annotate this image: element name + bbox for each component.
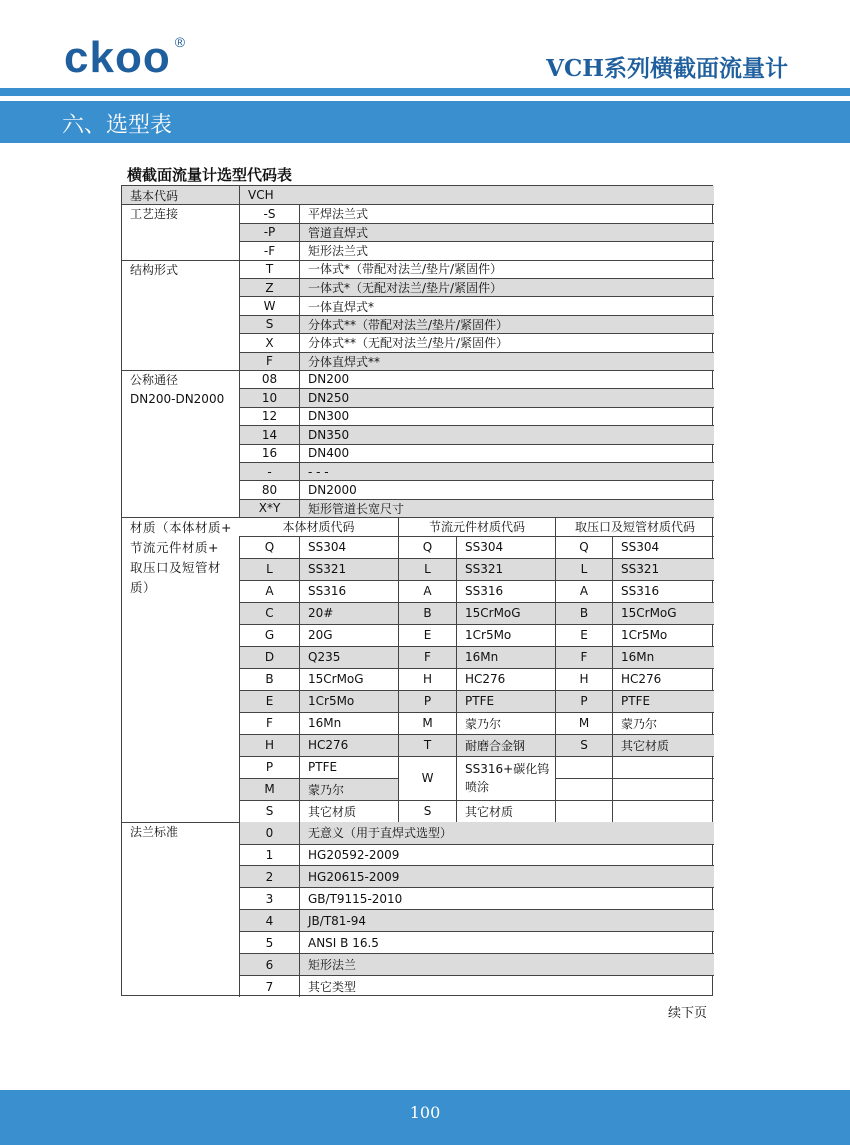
body-material-desc: Q235 <box>299 646 398 668</box>
tap-material-desc <box>612 778 714 800</box>
flange-code: 3 <box>239 887 299 909</box>
flange-code: 2 <box>239 865 299 887</box>
material-label-line: 质） <box>130 580 157 596</box>
element-material-desc: PTFE <box>456 690 555 712</box>
element-material-code: Q <box>398 536 456 558</box>
body-material-desc: HC276 <box>299 734 398 756</box>
material-header-body: 本体材质代码 <box>282 519 355 534</box>
body-material-code: Q <box>239 536 299 558</box>
element-material-desc: HC276 <box>456 668 555 690</box>
element-material-desc: SS316 <box>456 580 555 602</box>
tap-material-code: L <box>555 558 612 580</box>
flange-standard-label <box>122 822 239 997</box>
option-code: -P <box>239 223 299 241</box>
option-code: 12 <box>239 407 299 425</box>
element-material-code: P <box>398 690 456 712</box>
body-material-code: A <box>239 580 299 602</box>
option-code: F <box>239 352 299 370</box>
element-material-code: A <box>398 580 456 602</box>
body-material-desc: SS316 <box>299 580 398 602</box>
header-divider <box>0 88 850 96</box>
option-code: X*Y <box>239 499 299 517</box>
element-material-desc: SS316+碳化钨喷涂 <box>456 756 555 800</box>
flange-desc: 其它类型 <box>299 975 714 997</box>
flange-code: 5 <box>239 931 299 953</box>
material-label <box>122 517 239 821</box>
body-material-code: D <box>239 646 299 668</box>
tap-material-code: P <box>555 690 612 712</box>
option-desc: 一体式*（带配对法兰/垫片/紧固件） <box>299 260 714 278</box>
tap-material-code: S <box>555 734 612 756</box>
flange-desc: JB/T81-94 <box>299 909 714 931</box>
flange-desc: 无意义（用于直焊式选型） <box>299 822 714 844</box>
element-material-desc: 16Mn <box>456 646 555 668</box>
option-code: 80 <box>239 480 299 498</box>
option-desc: 管道直焊式 <box>299 223 714 241</box>
tap-material-code: F <box>555 646 612 668</box>
option-code: 08 <box>239 370 299 388</box>
body-material-desc: 16Mn <box>299 712 398 734</box>
tap-material-desc <box>612 800 714 822</box>
element-material-desc: 15CrMoG <box>456 602 555 624</box>
material-header-tap: 取压口及短管材质代码 <box>555 517 714 535</box>
body-material-desc: 其它材质 <box>299 800 398 822</box>
tap-material-desc: SS321 <box>612 558 714 580</box>
option-desc: DN300 <box>299 407 714 425</box>
option-code: T <box>239 260 299 278</box>
body-material-desc: 20# <box>299 602 398 624</box>
option-desc: 分体式**（无配对法兰/垫片/紧固件） <box>299 333 714 351</box>
option-code: 14 <box>239 425 299 443</box>
element-material-desc: SS321 <box>456 558 555 580</box>
option-desc: 分体式**（带配对法兰/垫片/紧固件） <box>299 315 714 333</box>
option-desc: DN400 <box>299 444 714 462</box>
body-material-code: F <box>239 712 299 734</box>
body-material-code: E <box>239 690 299 712</box>
tap-material-code: B <box>555 602 612 624</box>
option-code: 10 <box>239 388 299 406</box>
registered-mark: ® <box>174 34 187 50</box>
tap-material-code: A <box>555 580 612 602</box>
material-label-line: 节流元件材质+ <box>130 540 219 556</box>
document-title: VCH系列横截面流量计 <box>546 55 788 82</box>
option-code: S <box>239 315 299 333</box>
tap-material-code: Q <box>555 536 612 558</box>
flange-code: 1 <box>239 844 299 866</box>
base-code-label: 基本代码 <box>122 186 239 204</box>
tap-material-desc: 1Cr5Mo <box>612 624 714 646</box>
flange-code: 7 <box>239 975 299 997</box>
tap-material-desc: PTFE <box>612 690 714 712</box>
element-material-code: H <box>398 668 456 690</box>
element-material-code: L <box>398 558 456 580</box>
element-material-code: F <box>398 646 456 668</box>
tap-material-code: H <box>555 668 612 690</box>
material-header-element: 节流元件材质代码 <box>398 517 555 535</box>
body-material-code: M <box>239 778 299 800</box>
nominal-diameter-label <box>122 370 239 517</box>
flange-code: 4 <box>239 909 299 931</box>
option-desc: DN200 <box>299 370 714 388</box>
option-desc: 矩形法兰式 <box>299 241 714 259</box>
element-material-desc: 蒙乃尔 <box>456 712 555 734</box>
tap-material-desc: SS316 <box>612 580 714 602</box>
selection-code-table <box>121 185 713 996</box>
section-title: 六、选型表 <box>62 113 173 138</box>
body-material-desc: SS321 <box>299 558 398 580</box>
option-desc: 一体直焊式* <box>299 296 714 314</box>
tap-material-desc: 其它材质 <box>612 734 714 756</box>
body-material-desc: 15CrMoG <box>299 668 398 690</box>
flange-desc: HG20615-2009 <box>299 865 714 887</box>
base-code-value: VCH <box>239 186 714 204</box>
body-material-code: P <box>239 756 299 778</box>
option-code: -F <box>239 241 299 259</box>
nominal-diameter-label-text: 公称通径 <box>130 373 179 387</box>
element-material-code: B <box>398 602 456 624</box>
body-material-code: L <box>239 558 299 580</box>
tap-material-code <box>555 778 612 800</box>
structure-label <box>122 260 239 370</box>
material-label-line: 取压口及短管材 <box>130 560 222 576</box>
material-label-line: 材质（本体材质+ <box>130 520 232 536</box>
body-material-code: H <box>239 734 299 756</box>
tap-material-desc: 蒙乃尔 <box>612 712 714 734</box>
element-material-desc: 1Cr5Mo <box>456 624 555 646</box>
body-material-desc: SS304 <box>299 536 398 558</box>
table-title: 横截面流量计选型代码表 <box>127 166 293 184</box>
flange-code: 0 <box>239 822 299 844</box>
body-material-desc: 1Cr5Mo <box>299 690 398 712</box>
element-material-code: M <box>398 712 456 734</box>
nominal-diameter-sublabel: DN200-DN2000 <box>130 392 225 406</box>
body-material-desc: 20G <box>299 624 398 646</box>
body-material-desc: 蒙乃尔 <box>299 778 398 800</box>
option-desc: - - - <box>299 462 714 480</box>
option-desc: 一体式*（无配对法兰/垫片/紧固件） <box>299 278 714 296</box>
tap-material-desc: 16Mn <box>612 646 714 668</box>
process-connection-label <box>122 204 239 259</box>
element-material-code: T <box>398 734 456 756</box>
element-material-desc: 其它材质 <box>456 800 555 822</box>
element-material-desc: 耐磨合金钢 <box>456 734 555 756</box>
structure-label-text: 结构形式 <box>130 262 179 277</box>
body-material-code: B <box>239 668 299 690</box>
flange-desc: 矩形法兰 <box>299 953 714 975</box>
flange-desc: HG20592-2009 <box>299 844 714 866</box>
page-number: 100 <box>409 1103 441 1122</box>
brand-logo: ckoo ® <box>64 33 187 82</box>
body-material-desc: PTFE <box>299 756 398 778</box>
tap-material-code: M <box>555 712 612 734</box>
flange-code: 6 <box>239 953 299 975</box>
flange-desc: GB/T9115-2010 <box>299 887 714 909</box>
tap-material-code <box>555 800 612 822</box>
flange-standard-label-text: 法兰标准 <box>130 824 179 839</box>
option-desc: DN350 <box>299 425 714 443</box>
tap-material-desc: HC276 <box>612 668 714 690</box>
tap-material-code <box>555 756 612 778</box>
option-code: -S <box>239 204 299 222</box>
body-material-code: S <box>239 800 299 822</box>
element-material-code: E <box>398 624 456 646</box>
element-material-code: W <box>398 756 456 800</box>
option-desc: 平焊法兰式 <box>299 204 714 222</box>
option-desc: DN250 <box>299 388 714 406</box>
tap-material-desc <box>612 756 714 778</box>
element-material-code: S <box>398 800 456 822</box>
flange-desc: ANSI B 16.5 <box>299 931 714 953</box>
continued-note: 续下页 <box>668 1006 708 1021</box>
option-code: - <box>239 462 299 480</box>
option-desc: 矩形管道长宽尺寸 <box>299 499 714 517</box>
option-desc: DN2000 <box>299 480 714 498</box>
tap-material-desc: SS304 <box>612 536 714 558</box>
option-code: Z <box>239 278 299 296</box>
option-code: 16 <box>239 444 299 462</box>
tap-material-code: E <box>555 624 612 646</box>
body-material-code: G <box>239 624 299 646</box>
option-desc: 分体直焊式** <box>299 352 714 370</box>
tap-material-desc: 15CrMoG <box>612 602 714 624</box>
element-material-desc: SS304 <box>456 536 555 558</box>
body-material-code: C <box>239 602 299 624</box>
option-code: W <box>239 296 299 314</box>
process-connection-label-text: 工艺连接 <box>130 207 179 222</box>
option-code: X <box>239 333 299 351</box>
